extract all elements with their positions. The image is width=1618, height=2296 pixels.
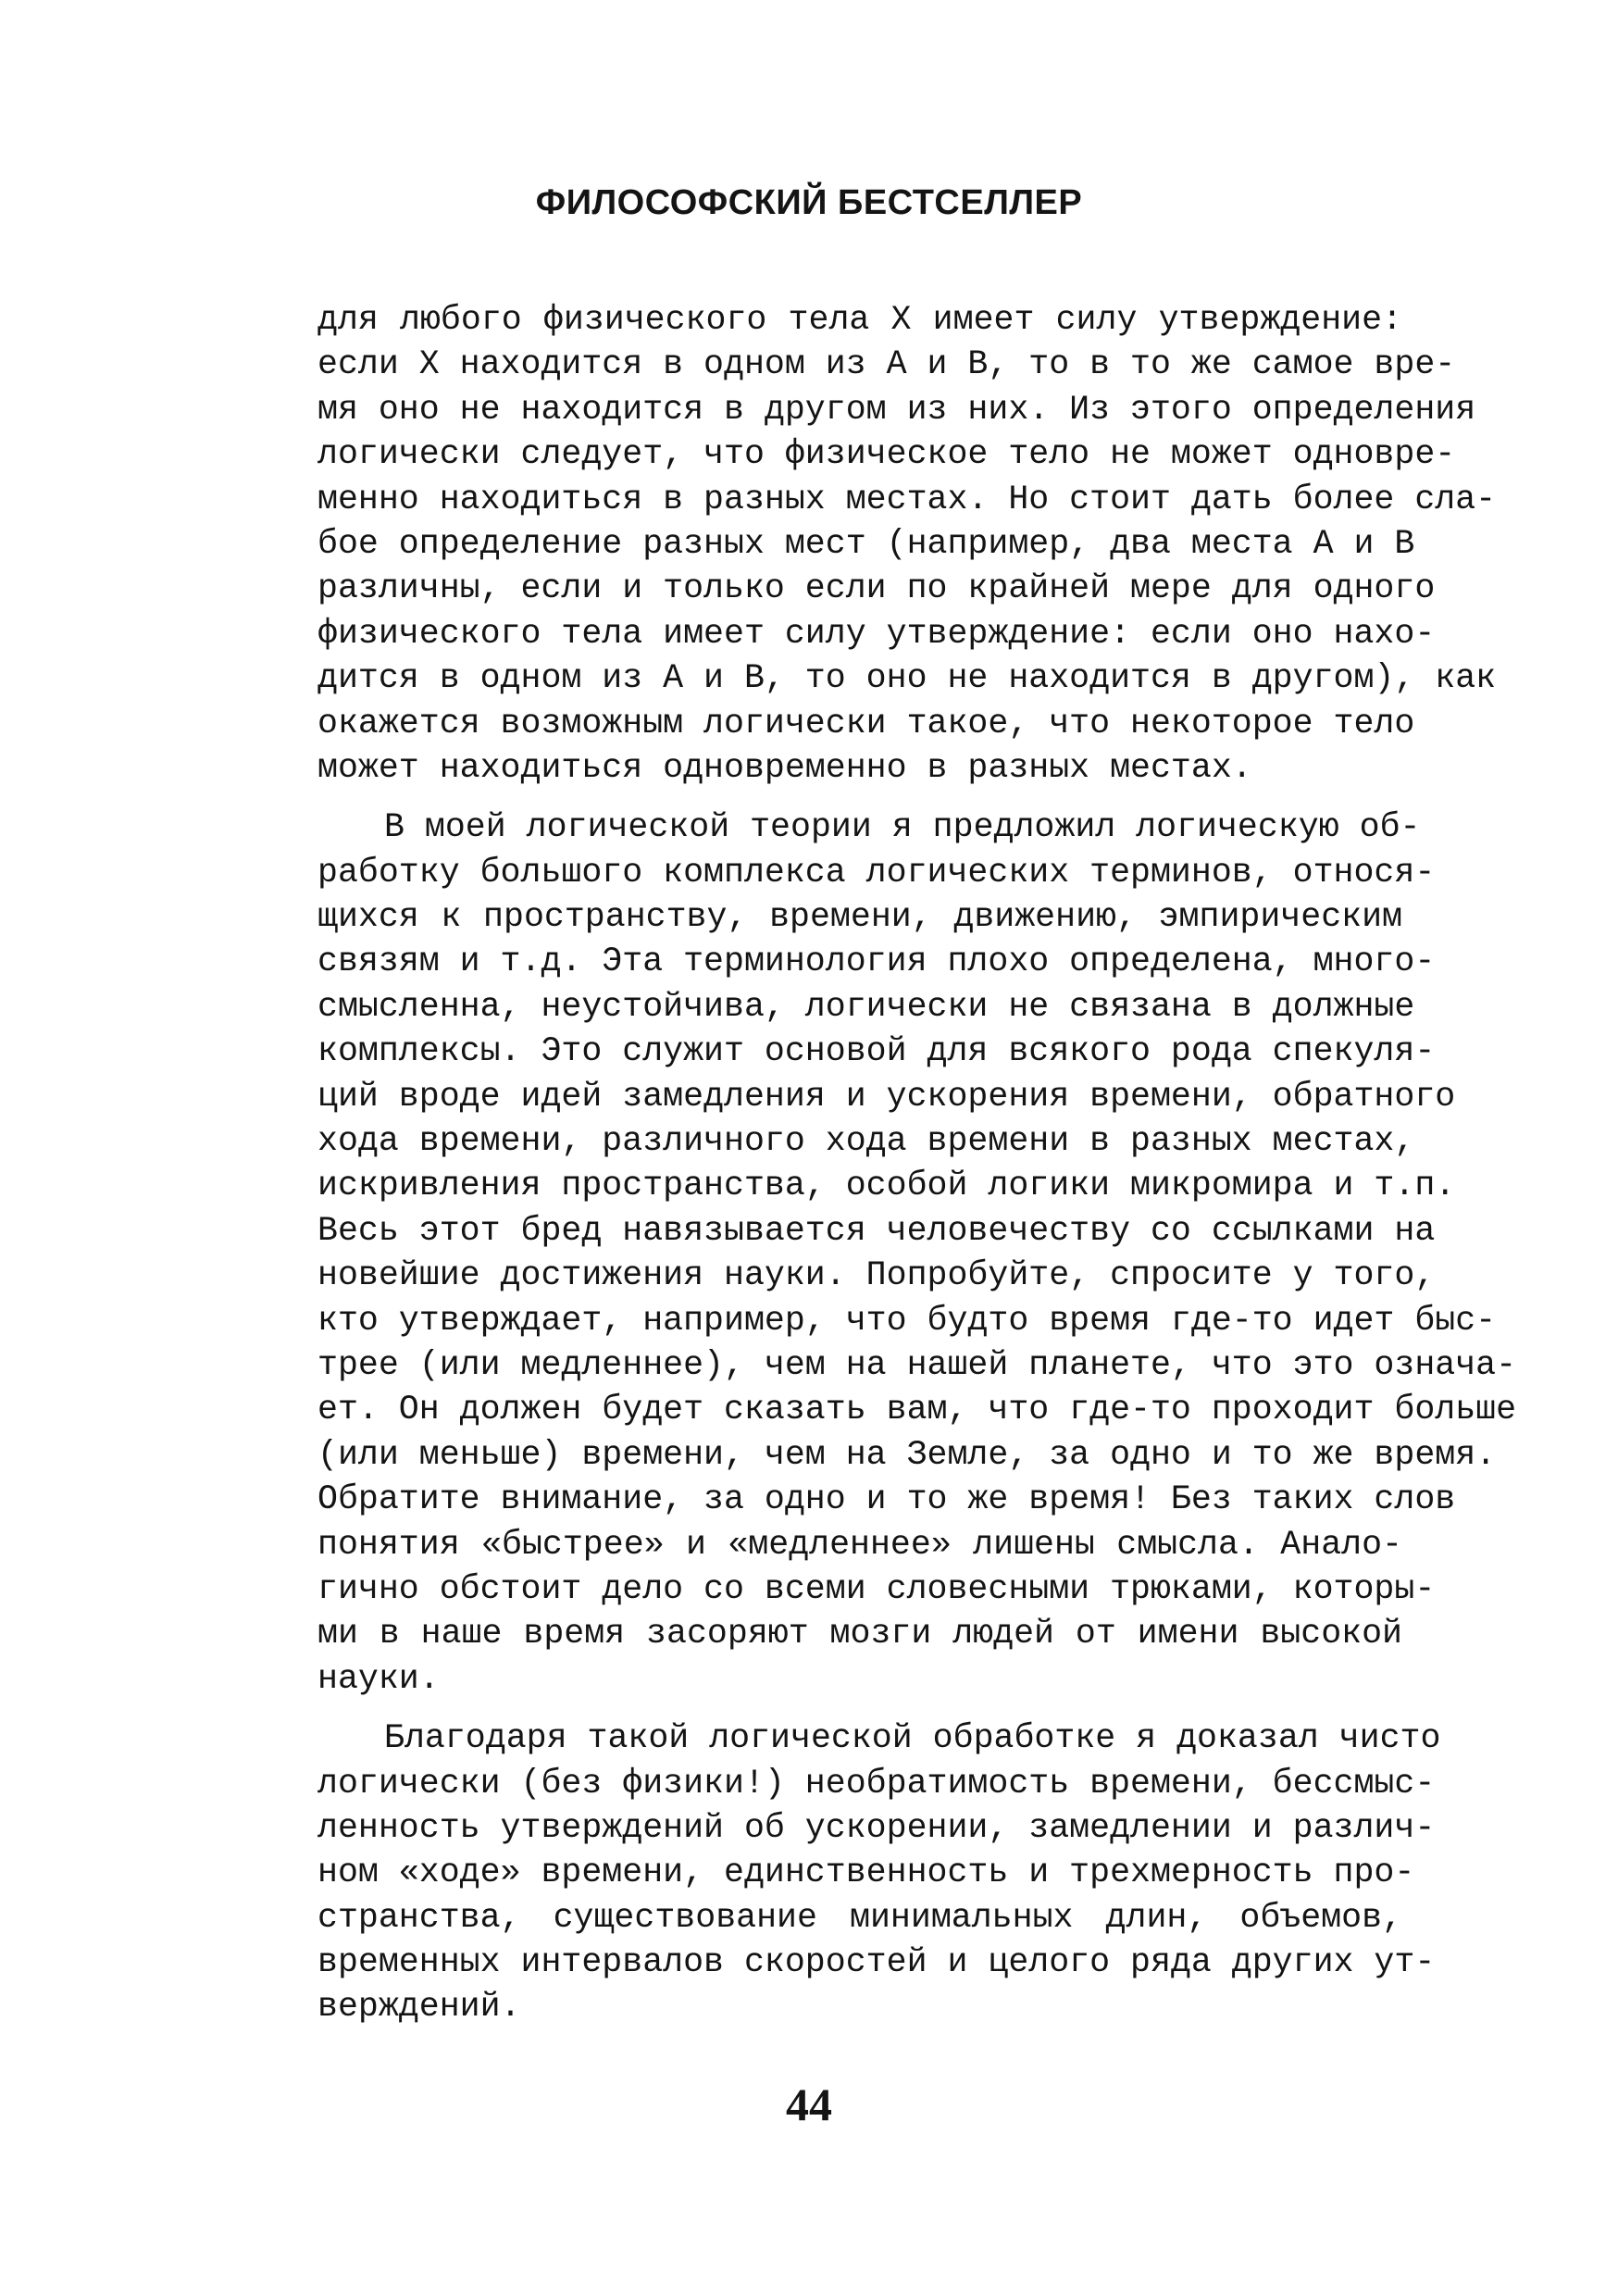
text-line: менно находиться в разных местах. Но стоит дать более сла-: [317, 480, 1497, 518]
text-line: комплексы. Это служит основой для всякого рода спекуля-: [317, 1032, 1436, 1071]
text-line: временных интервалов скоростей и целого ряда других ут-: [317, 1943, 1436, 1982]
text-line: ленность утверждений об ускорении, замедлении и различ-: [317, 1808, 1436, 1847]
text-line: Благодаря такой логической обработке я доказал чисто: [384, 1719, 1441, 1758]
text-line: может находиться одновременно в разных местах.: [317, 748, 1252, 787]
text-line: ций вроде идей замедления и ускорения времени, обратного: [317, 1077, 1456, 1116]
text-line: связям и т.д. Эта терминология плохо определена, много-: [317, 942, 1436, 981]
text-line: мя оно не находится в другом из них. Из этого определения: [317, 390, 1476, 429]
text-line: логически (без физики!) необратимость времени, бессмыс-: [317, 1764, 1436, 1803]
running-head: ФИЛОСОФСКИЙ БЕСТСЕЛЛЕР: [535, 183, 1083, 222]
paragraph: [317, 1716, 1441, 2030]
paragraph: [317, 298, 1497, 791]
text-line: Обратите внимание, за одно и то же время! Без таких слов: [317, 1480, 1456, 1519]
text-line: бое определение разных мест (например, два места A и B: [317, 524, 1415, 563]
text-line: понятия «быстрее» и «медленнее» лишены смысла. Анало-: [317, 1525, 1402, 1564]
text-line: хода времени, различного хода времени в разных местах,: [317, 1122, 1415, 1161]
text-line: (или меньше) времени, чем на Земле, за одно и то же время.: [317, 1435, 1497, 1474]
text-line: для любого физического тела X имеет силу утверждение:: [317, 301, 1402, 339]
text-line: странства, существование минимальных длин, объемов,: [317, 1898, 1402, 1937]
text-line: работку большого комплекса логических терминов, относя-: [317, 853, 1436, 892]
body-text: [317, 298, 1517, 2030]
text-line: новейшие достижения науки. Попробуйте, спросите у того,: [317, 1256, 1436, 1295]
text-line: если X находится в одном из A и B, то в то же самое вре-: [317, 345, 1456, 384]
text-line: физического тела имеет силу утверждение: если оно нахо-: [317, 614, 1436, 653]
text-line: ми в наше время засоряют мозги людей от имени высокой: [317, 1615, 1402, 1653]
text-line: окажется возможным логически такое, что некоторое тело: [317, 704, 1415, 742]
text-line: кто утверждает, например, что будто время где-то идет быс-: [317, 1301, 1497, 1340]
text-line: трее (или медленнее), чем на нашей планете, что это означа-: [317, 1345, 1517, 1384]
page-number: 44: [786, 2078, 832, 2130]
text-line: Весь этот бред навязывается человечеству со ссылками на: [317, 1211, 1436, 1250]
text-line: науки.: [317, 1659, 440, 1698]
text-line: В моей логической теории я предложил логическую об-: [384, 808, 1421, 847]
text-line: логически следует, что физическое тело не может одновре-: [317, 435, 1456, 474]
text-line: верждений.: [317, 1988, 521, 2027]
text-line: искривления пространства, особой логики микромира и т.п.: [317, 1167, 1456, 1205]
text-line: различны, если и только если по крайней мере для одного: [317, 569, 1436, 608]
text-line: ном «ходе» времени, единственность и трехмерность про-: [317, 1853, 1415, 1892]
text-line: смысленна, неустойчива, логически не связана в должные: [317, 987, 1415, 1026]
paragraph: [317, 805, 1517, 1702]
text-line: дится в одном из A и B, то оно не находится в другом), как: [317, 659, 1497, 698]
text-line: щихся к пространству, времени, движению, эмпирическим: [317, 898, 1402, 937]
text-line: ет. Он должен будет сказать вам, что где-то проходит больше: [317, 1391, 1517, 1429]
text-line: гично обстоит дело со всеми словесными трюками, которы-: [317, 1569, 1436, 1608]
